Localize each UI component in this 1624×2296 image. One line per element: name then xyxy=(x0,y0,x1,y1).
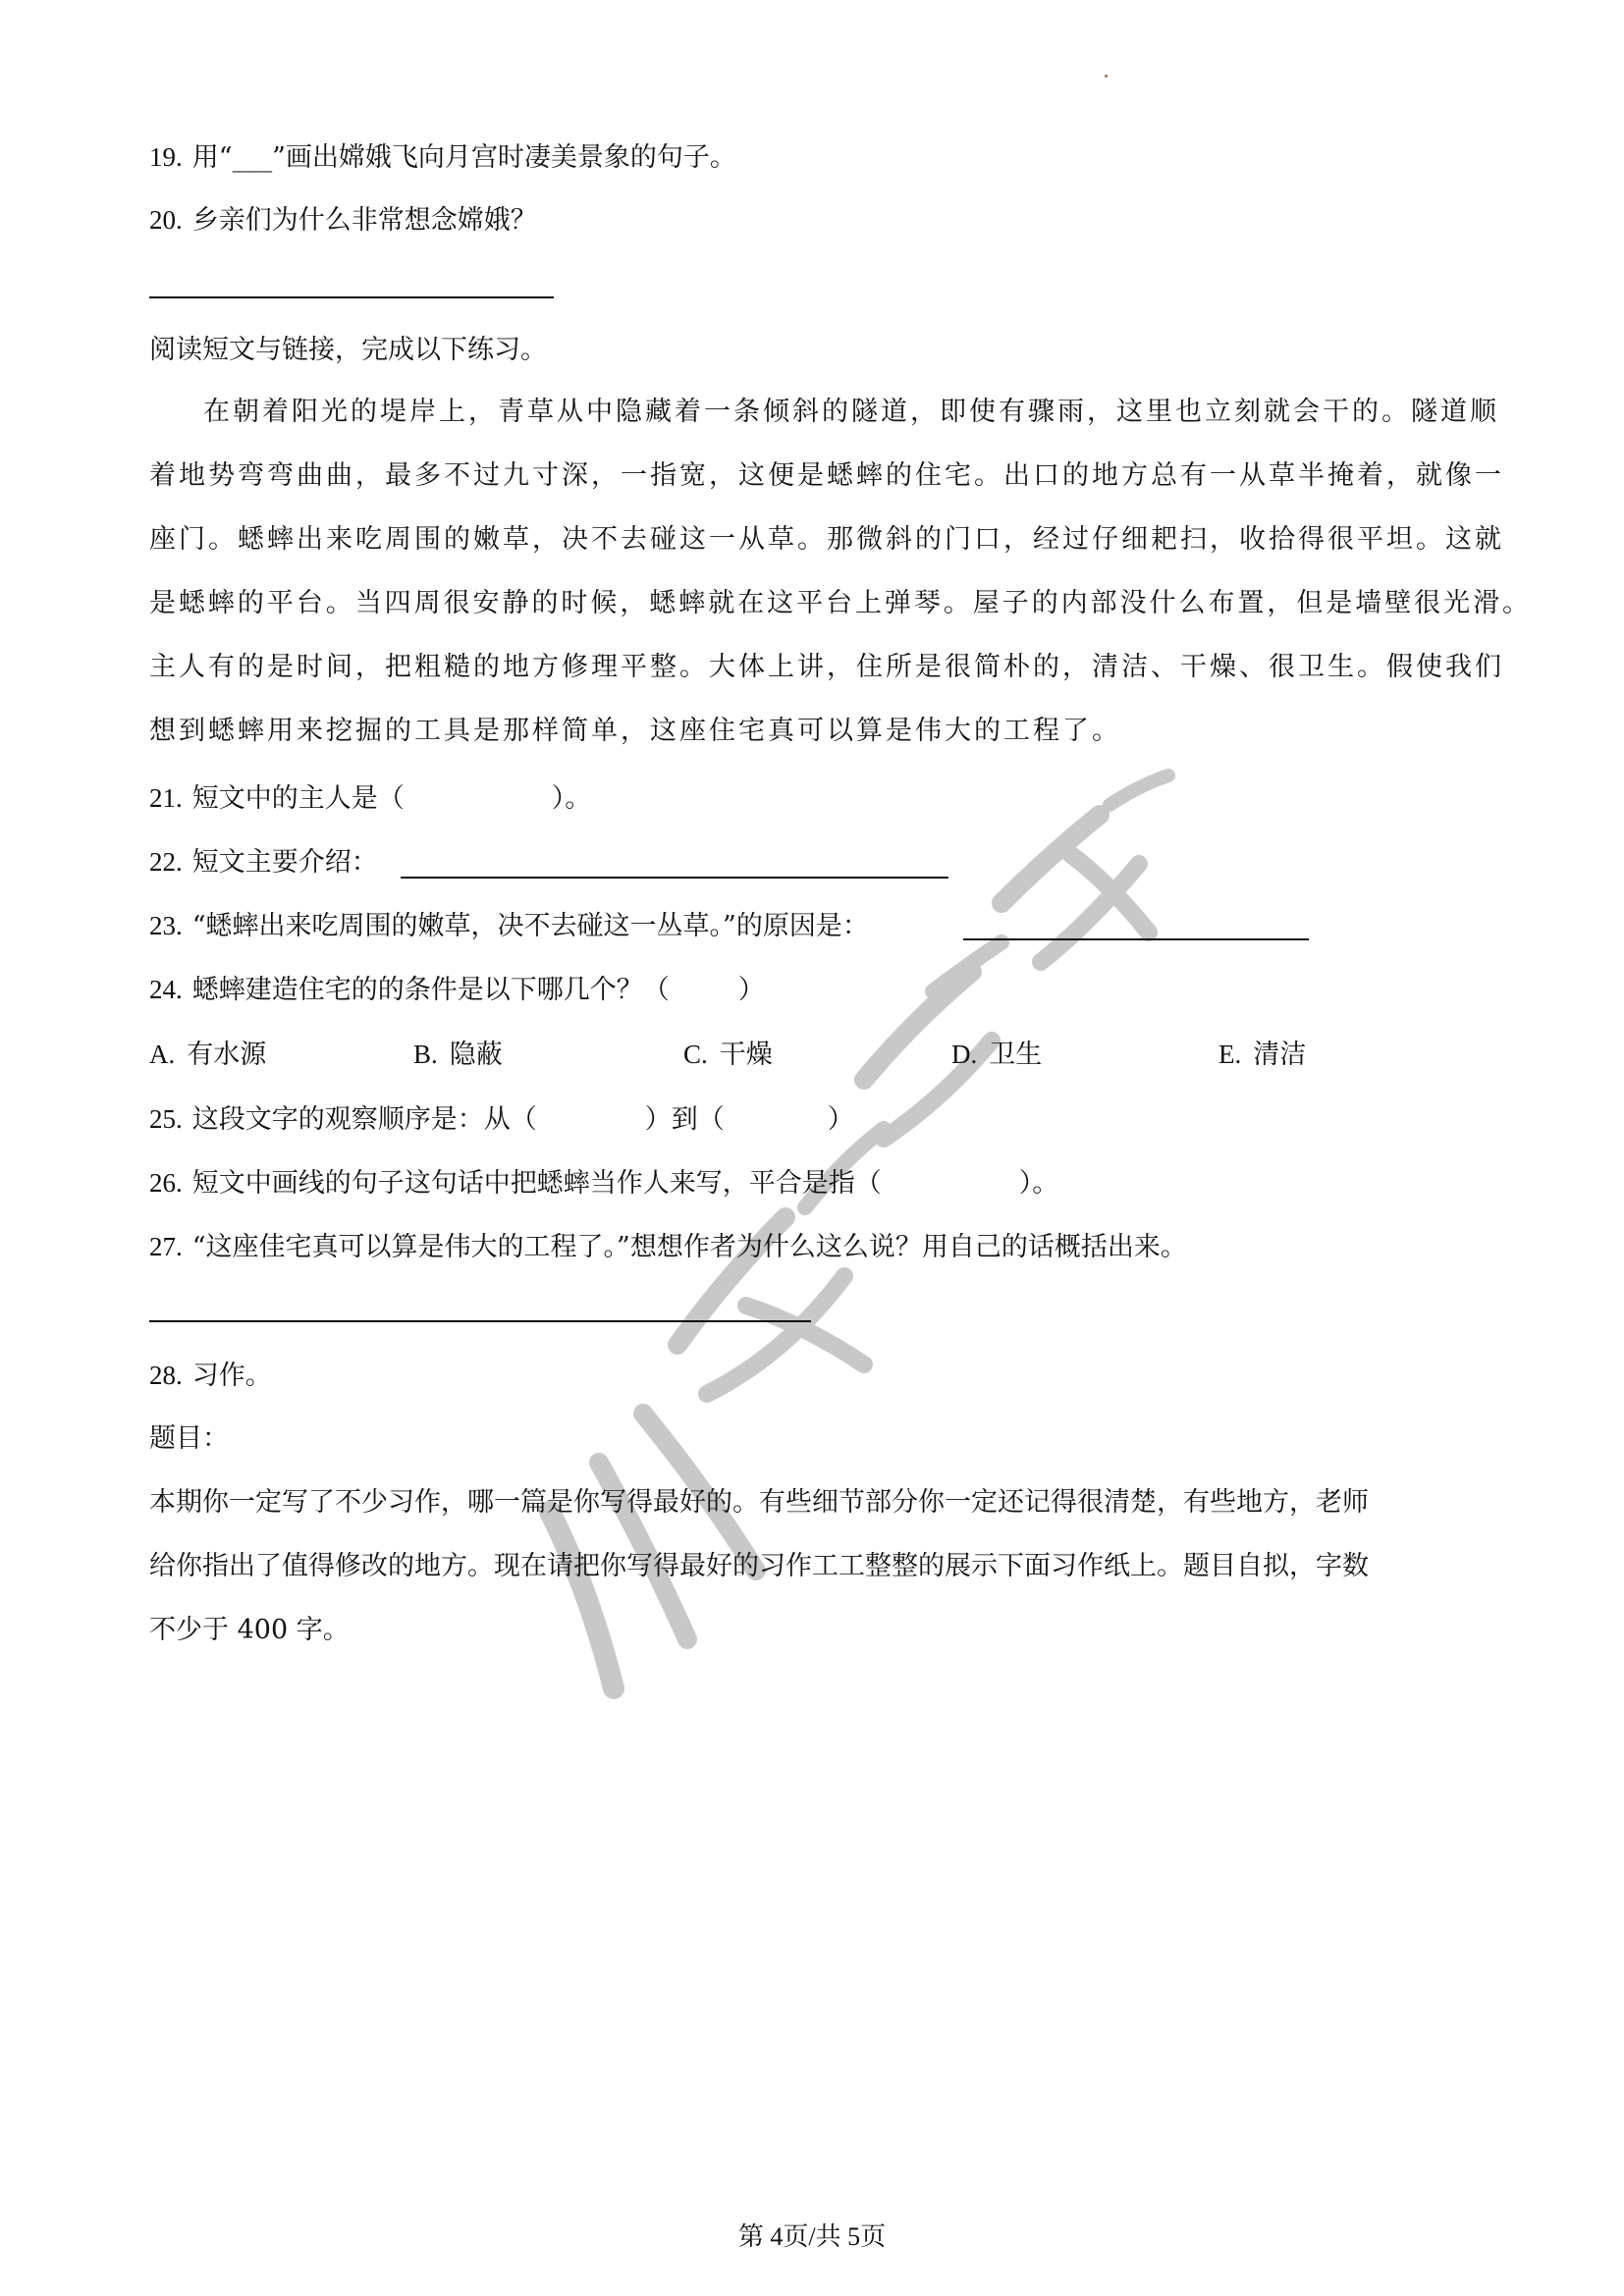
option-c[interactable] xyxy=(683,1038,773,1071)
question-number: 20. xyxy=(149,205,183,235)
option-a[interactable] xyxy=(149,1038,266,1071)
section-intro: 阅读短文与链接，完成以下练习。 xyxy=(149,335,547,365)
option-b[interactable] xyxy=(413,1038,503,1071)
question-28 xyxy=(149,1359,272,1392)
question-22 xyxy=(149,845,378,879)
essay-prompt-line: 不少于 400 字。 xyxy=(149,1615,350,1645)
question-number: 27. xyxy=(149,1232,183,1261)
answer-line-22[interactable] xyxy=(401,877,948,879)
option-text: 干燥 xyxy=(719,1040,773,1070)
question-text: “这座佳宅真可以算是伟大的工程了。”想想作者为什么这么说？用自己的话概括出来。 xyxy=(191,1232,1187,1262)
question-number: 24. xyxy=(149,975,183,1004)
passage-line: 在朝着阳光的堤岸上，青草从中隐藏着一条倾斜的隧道，即使有骤雨，这里也立刻就会干的。隧道顺 xyxy=(203,397,1499,427)
question-number: 26. xyxy=(149,1168,183,1198)
option-letter: C. xyxy=(683,1040,708,1069)
answer-line-27[interactable] xyxy=(149,1320,811,1322)
question-text: 乡亲们为什么非常想念嫦娥？ xyxy=(191,205,537,236)
option-d[interactable] xyxy=(951,1038,1042,1071)
essay-title-label: 题目： xyxy=(149,1423,229,1454)
question-number: 23. xyxy=(149,911,183,940)
option-text: 卫生 xyxy=(989,1040,1043,1070)
option-letter: E. xyxy=(1218,1040,1242,1069)
option-letter: A. xyxy=(149,1040,176,1069)
question-20 xyxy=(149,203,537,237)
question-text: 短文中的主人是（ xyxy=(191,783,405,814)
question-number: 28. xyxy=(149,1361,183,1390)
option-e[interactable] xyxy=(1218,1038,1306,1071)
underline-marker: ___ xyxy=(232,142,273,173)
question-number: 25. xyxy=(149,1104,183,1134)
option-text: 隐蔽 xyxy=(449,1040,503,1070)
essay-prompt-line: 本期你一定写了不少习作，哪一篇是你写得最好的。有些细节部分你一定还记得很清楚，有些地方，老师 xyxy=(149,1487,1369,1518)
option-letter: D. xyxy=(951,1040,978,1069)
option-letter: B. xyxy=(413,1040,438,1069)
passage-line: 座门。蟋蟀出来吃周围的嫩草，决不去碰这一从草。那微斜的门口，经过仔细耙扫，收拾得很平坦。这就 xyxy=(149,524,1504,555)
question-text: “蟋蟀出来吃周围的嫩草，决不去碰这一丛草。”的原因是： xyxy=(191,911,869,941)
passage-line: 想到蟋蟀用来挖掘的工具是那样简单，这座住宅真可以算是伟大的工程了。 xyxy=(149,716,1121,746)
passage-line: 是蟋蟀的平台。当四周很安静的时候，蟋蟀就在这平台上弹琴。屋子的内部没什么布置，但是墙壁很光滑。 xyxy=(149,588,1532,618)
page-number: 第 4页/共 5页 xyxy=(737,2222,887,2251)
question-number: 22. xyxy=(149,847,183,877)
passage-line: 主人有的是时间，把粗糙的地方修理平整。大体上讲，住所是很简朴的，清洁、干燥、很卫生。假使我们 xyxy=(149,652,1504,682)
question-text: ）。 xyxy=(1018,1168,1059,1199)
question-text: 短文主要介绍： xyxy=(191,847,378,878)
question-text: ）。 xyxy=(551,783,592,814)
question-21 xyxy=(149,781,591,815)
essay-prompt-line: 给你指出了值得修改的地方。现在请把你写得最好的习作工工整整的展示下面习作纸上。题目自拟，字数 xyxy=(149,1551,1369,1581)
answer-line-23[interactable] xyxy=(963,938,1309,940)
question-23 xyxy=(149,909,869,942)
question-text: 这段文字的观察顺序是：从（ xyxy=(191,1104,537,1135)
question-number: 21. xyxy=(149,783,183,813)
question-text: ）到（ xyxy=(644,1104,725,1135)
question-number: 19. xyxy=(149,142,183,172)
question-24 xyxy=(149,973,765,1006)
option-text: 清洁 xyxy=(1253,1040,1307,1070)
question-text: 短文中画线的句子这句话中把蟋蟀当作人来写，平合是指（ xyxy=(191,1168,882,1199)
question-text: ） xyxy=(827,1104,854,1135)
top-mark xyxy=(1105,75,1108,78)
question-text: 蟋蟀建造住宅的的条件是以下哪几个？（ xyxy=(191,975,670,1005)
question-text: ”画出嫦娥飞向月宫时凄美景象的句子。 xyxy=(272,142,736,173)
question-25 xyxy=(149,1102,854,1136)
question-19 xyxy=(149,140,736,174)
passage-line: 着地势弯弯曲曲，最多不过九寸深，一指宽，这便是蟋蟀的住宅。出口的地方总有一从草半掩着，就像一 xyxy=(149,460,1504,491)
answer-line-20[interactable] xyxy=(149,296,554,298)
question-text: 用“ xyxy=(191,142,233,173)
question-26 xyxy=(149,1166,1058,1200)
question-text: 习作。 xyxy=(191,1361,272,1391)
question-text: ） xyxy=(737,975,765,1005)
question-27 xyxy=(149,1230,1187,1263)
option-text: 有水源 xyxy=(187,1040,267,1070)
